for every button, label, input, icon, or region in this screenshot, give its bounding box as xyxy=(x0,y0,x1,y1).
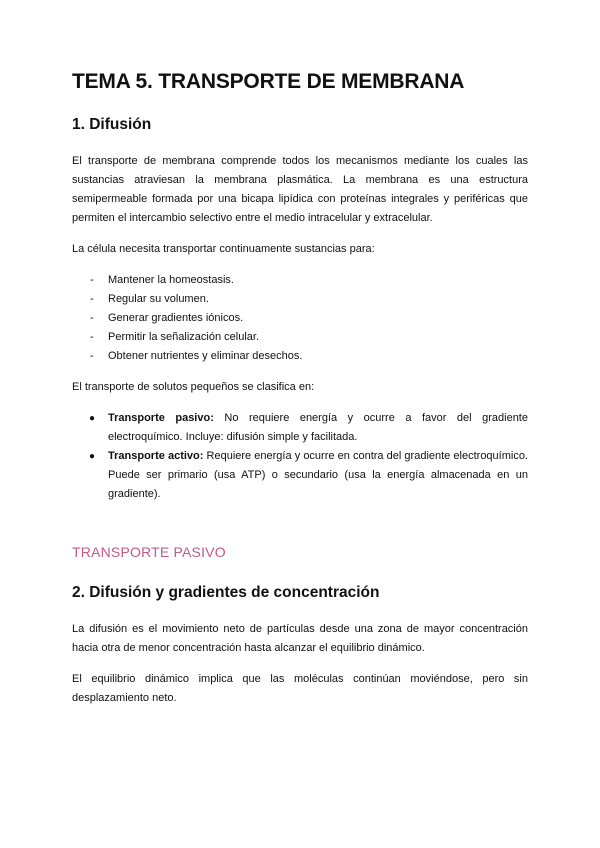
paragraph: La difusión es el movimiento neto de partículas desde una zona de mayor concentración hacia otra de menor concentración hasta alcanzar el equilibrio dinámico. xyxy=(72,623,528,654)
list-item-text: Mantener la homeostasis. xyxy=(108,274,234,286)
list-item-text: Obtener nutrientes y eliminar desechos. xyxy=(108,350,303,362)
list-item-text: Permitir la señalización celular. xyxy=(108,331,260,343)
paragraph: El equilibrio dinámico implica que las moléculas continúan moviéndose, pero sin desplazamiento neto. xyxy=(72,673,528,704)
paragraph: El transporte de membrana comprende todos los mecanismos mediante los cuales las sustancias atraviesan la membrana plasmática. La membrana es una estructura semipermeable formada por una bicapa lipídica con proteínas integrales y periféricas que permiten el intercambio selectivo entre el medio intracelular y extracelular. xyxy=(72,155,528,224)
list-item xyxy=(72,347,528,366)
dash-list xyxy=(72,271,528,366)
list-item xyxy=(72,271,528,290)
bullet-text: Requiere energía y ocurre en contra del gradiente electroquímico. Puede ser primario (usa ATP) o secundario (usa la energía almacenada en un gradiente). xyxy=(108,450,529,500)
section-heading-difusion: 1. Difusión xyxy=(72,116,152,133)
bullet-item xyxy=(72,447,528,504)
bullet-list xyxy=(72,409,528,504)
dash-marker: - xyxy=(90,293,94,305)
list-item-text: Regular su volumen. xyxy=(108,293,209,305)
paragraph: El transporte de solutos pequeños se clasifica en: xyxy=(72,381,315,393)
dash-marker: - xyxy=(90,274,94,286)
section-label: TRANSPORTE PASIVO xyxy=(72,544,226,560)
bullet-icon: ● xyxy=(89,413,96,424)
dash-marker: - xyxy=(90,331,94,343)
list-item-text: Generar gradientes iónicos. xyxy=(108,312,244,324)
section-heading-gradientes: 2. Difusión y gradientes de concentración xyxy=(72,584,380,601)
document-title: TEMA 5. TRANSPORTE DE MEMBRANA xyxy=(72,70,465,93)
bullet-item xyxy=(72,409,528,447)
page-content xyxy=(72,70,528,720)
list-item xyxy=(72,290,528,309)
dash-marker: - xyxy=(90,312,94,324)
paragraph: La célula necesita transportar continuamente sustancias para: xyxy=(72,243,375,255)
list-item xyxy=(72,328,528,347)
list-item xyxy=(72,309,528,328)
bullet-icon: ● xyxy=(89,451,96,462)
bullet-text: No requiere energía y ocurre a favor del gradiente electroquímico. Incluye: difusión simple y facilitada. xyxy=(108,412,528,443)
dash-marker: - xyxy=(90,350,94,362)
bullet-term: Transporte pasivo: xyxy=(108,412,214,424)
bullet-term: Transporte activo: xyxy=(108,450,204,462)
